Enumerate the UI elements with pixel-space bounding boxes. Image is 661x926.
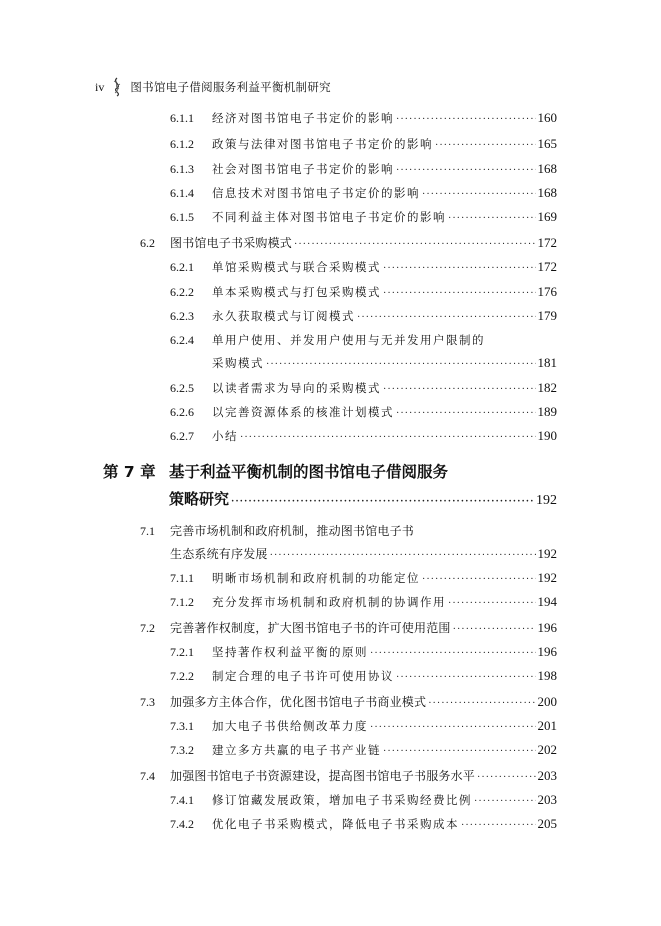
toc-entry-7-1-cont [170,545,557,562]
page-ref: 182 [537,380,557,395]
section-number: 6.1.2 [170,137,194,151]
section-number: 6.2.6 [170,405,194,419]
toc-entry-6-1-1 [170,110,557,126]
section-number: 6.1.3 [170,162,194,176]
chapter-title-line1: 基于利益平衡机制的图书馆电子借阅服务 [169,463,449,481]
toc-entry-7-4-2 [170,816,557,832]
toc-entry-7-2-2 [170,668,557,684]
toc-entry-7-3-2 [170,742,557,758]
chapter-heading [103,460,448,482]
toc-entry-6-2-4-cont [212,355,557,371]
leader-dots [396,114,536,125]
section-number: 7.4.1 [170,793,194,807]
leader-dots [422,574,536,585]
page-ref: 172 [537,259,557,274]
leader-dots [474,796,536,807]
page-ref: 168 [537,185,557,200]
entry-title: 经济对图书馆电子书定价的影响 [212,111,394,125]
section-number: 6.1.1 [170,111,194,125]
leader-dots [461,820,536,831]
page-ref: 190 [537,428,557,443]
entry-title: 小结 [212,429,238,443]
page-ref: 202 [537,742,557,757]
toc-entry-7-1-2 [170,594,557,610]
section-number: 6.2.7 [170,429,194,443]
entry-title: 以完善资源体系的核准计划模式 [212,405,394,419]
page-ref: 194 [537,594,557,609]
toc-entry-6-1-3 [170,161,557,177]
section-number: 7.3 [140,695,155,709]
toc-entry-6-2-5 [170,380,557,396]
page-ref: 168 [537,161,557,176]
page-ref: 205 [537,816,557,831]
entry-title-cont: 采购模式 [212,356,264,370]
entry-title: 建立多方共赢的电子书产业链 [212,743,381,757]
toc-entry-7-4-1 [170,792,557,808]
section-number: 6.2.4 [170,333,194,347]
entry-title: 完善市场机制和政府机制，推动图书馆电子书 [170,524,415,538]
section-number: 6.2 [140,236,155,250]
page-ref: 172 [537,235,557,250]
entry-title: 图书馆电子书采购模式 [170,236,293,250]
page-ref: 192 [537,546,557,561]
entry-title: 优化电子书采购模式，降低电子书采购成本 [212,817,459,831]
page-ref: 169 [537,209,557,224]
leader-dots [435,140,536,151]
page-ref: 181 [537,355,557,370]
section-number: 6.2.2 [170,285,194,299]
toc-entry-6-2 [140,234,557,251]
toc-entry-6-2-6 [170,404,557,420]
leader-dots [240,432,536,443]
chapter-label: 第 7 章 [103,463,156,481]
toc-entry-6-2-4 [170,332,557,348]
toc-entry-7-4 [140,767,557,784]
section-number: 7.1.1 [170,571,194,585]
leader-dots [383,746,536,757]
page-ref: 192 [536,493,557,508]
entry-title: 完善著作权制度，扩大图书馆电子书的许可使用范围 [170,621,451,635]
chapter-heading-line2 [169,488,557,509]
book-title: 图书馆电子借阅服务利益平衡机制研究 [130,80,331,94]
entry-title: 单用户使用、并发用户使用与无并发用户限制的 [212,333,485,347]
page-ref: 179 [537,308,557,323]
leader-dots [453,624,536,635]
leader-dots [448,598,536,609]
page-ref: 189 [537,404,557,419]
leader-dots [231,496,534,507]
section-number: 6.1.5 [170,210,194,224]
section-number: 7.3.2 [170,743,194,757]
section-number: 7.2.2 [170,669,194,683]
toc-entry-6-2-1 [170,259,557,275]
toc-entry-7-2 [140,619,557,636]
entry-title: 制定合理的电子书许可使用协议 [212,669,394,683]
section-number: 6.2.1 [170,260,194,274]
section-number: 7.4.2 [170,817,194,831]
page-ref: 200 [537,694,557,709]
leader-dots [477,772,535,783]
page-ref: 203 [537,792,557,807]
toc-entry-6-2-7 [170,428,557,444]
ornament-icon [110,77,124,97]
page-ref: 165 [537,136,557,151]
leader-dots [383,384,536,395]
entry-title: 加强多方主体合作，优化图书馆电子书商业模式 [170,695,427,709]
leader-dots [294,239,535,250]
toc-entry-7-1-1 [170,570,557,586]
toc-entry-6-2-2 [170,284,557,300]
page-ref: 196 [537,620,557,635]
toc-entry-6-1-2 [170,136,557,152]
section-number: 7.1 [140,524,155,538]
running-header [95,77,331,97]
section-number: 7.2.1 [170,645,194,659]
entry-title: 政策与法律对图书馆电子书定价的影响 [212,137,433,151]
toc-entry-6-2-3 [170,308,557,324]
entry-title: 明晰市场机制和政府机制的功能定位 [212,571,420,585]
entry-title: 以读者需求为导向的采购模式 [212,381,381,395]
toc-entry-7-1 [140,522,557,539]
section-number: 6.2.3 [170,309,194,323]
entry-title: 社会对图书馆电子书定价的影响 [212,162,394,176]
page-ref: 201 [537,718,557,733]
toc-entry-7-2-1 [170,644,557,660]
entry-title: 单本采购模式与打包采购模式 [212,285,381,299]
page-ref: 198 [537,668,557,683]
page-ref: 192 [537,570,557,585]
entry-title: 不同利益主体对图书馆电子书定价的影响 [212,210,446,224]
leader-dots [422,189,536,200]
page-ref: 160 [537,110,557,125]
section-number: 7.3.1 [170,719,194,733]
entry-title: 坚持著作权利益平衡的原则 [212,645,368,659]
entry-title-cont: 生态系统有序发展 [170,547,268,561]
section-number: 7.2 [140,621,155,635]
entry-title: 加大电子书供给侧改革力度 [212,719,368,733]
toc-entry-6-1-5 [170,209,557,225]
entry-title: 修订馆藏发展政策，增加电子书采购经费比例 [212,793,472,807]
page-ref: 196 [537,644,557,659]
leader-dots [396,408,536,419]
toc-entry-6-1-4 [170,185,557,201]
leader-dots [448,213,536,224]
page-ref: 176 [537,284,557,299]
leader-dots [370,648,536,659]
leader-dots [357,312,536,323]
leader-dots [396,672,536,683]
leader-dots [428,698,535,709]
page-ref: 203 [537,768,557,783]
leader-dots [266,359,536,370]
section-number: 7.4 [140,769,155,783]
leader-dots [383,263,536,274]
leader-dots [370,722,536,733]
entry-title: 充分发挥市场机制和政府机制的协调作用 [212,595,446,609]
entry-title: 加强图书馆电子书资源建设，提高图书馆电子书服务水平 [170,769,476,783]
entry-title: 信息技术对图书馆电子书定价的影响 [212,186,420,200]
section-number: 6.2.5 [170,381,194,395]
leader-dots [270,550,536,561]
section-number: 7.1.2 [170,595,194,609]
page-number: iv [95,79,105,94]
leader-dots [383,288,536,299]
chapter-title-line2: 策略研究 [169,490,230,508]
entry-title: 单馆采购模式与联合采购模式 [212,260,381,274]
section-number: 6.1.4 [170,186,194,200]
toc-entry-7-3 [140,693,557,710]
entry-title: 永久获取模式与订阅模式 [212,309,355,323]
toc-entry-7-3-1 [170,718,557,734]
leader-dots [396,165,536,176]
